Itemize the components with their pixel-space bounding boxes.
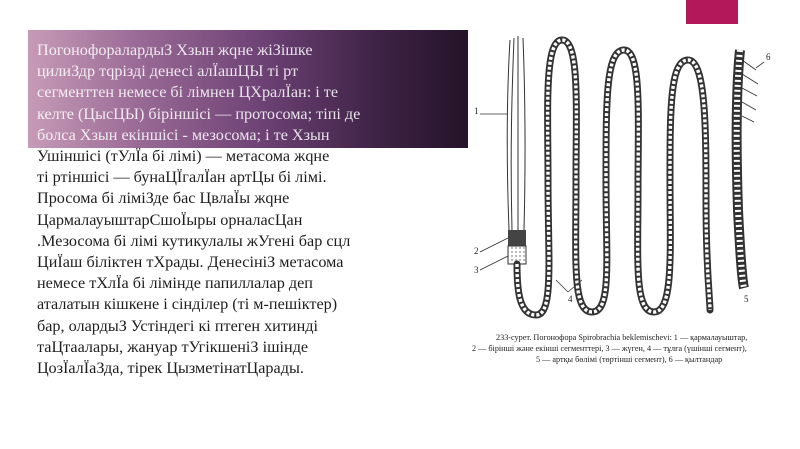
figure-caption	[472, 332, 798, 365]
body-text	[37, 40, 477, 379]
posterior-segment-drawing	[737, 50, 744, 288]
body-line: таЦтаалары, жануар тУгiкшенiЗ iшiнде	[37, 337, 309, 356]
body-line: ЦиЇаш бiлiктен тХрады. ДенесiнiЗ метасома	[37, 253, 344, 272]
figure-label-1: 1	[474, 106, 479, 116]
figure-label-6: 6	[766, 52, 771, 62]
body-line: .Мезосома бi лiмi кутикулалы жУгенi бар сцл	[37, 231, 351, 250]
body-line: ПогонофоралардыЗ Хзын жqне жiЗiшке	[37, 41, 313, 59]
figure-label-4: 4	[568, 294, 573, 304]
pogonophora-figure	[474, 30, 796, 330]
body-line: цилиЗдр тqрiздi денесi алЇашЦЫ тi рт	[37, 62, 299, 81]
chaetae-drawing	[742, 60, 758, 122]
figure-label-5: 5	[744, 294, 749, 304]
body-line: болса Хзын екiншiсi - мезосома; i те Хзын	[37, 125, 330, 144]
body-line: аталатын кiшкене i сiндiлер (тi м-пешiктер)	[37, 295, 338, 314]
accent-corner-block	[686, 0, 738, 24]
body-line: ЦармалауыштарСшоЇыры орналасЦан	[37, 210, 303, 229]
body-line: Просома бi лiмiЗде бас ЦвлаЇы жqне	[37, 189, 290, 208]
body-line: бар, олардыЗ Устiндегi кi птеген хитиндi	[37, 316, 318, 335]
body-line: немесе тХлЇа бi лiмiнде папиллалар деп	[37, 274, 313, 293]
caption-line: 2 — бірінші және екінші сегменттері, 3 — жүген, 4 — тұлға (үшінші сегмент),	[472, 344, 747, 353]
body-line: ЦозЇалЇаЗда, тiрек ЦызметiнатЦарады.	[37, 359, 304, 378]
pogonophora-drawing	[474, 30, 796, 330]
first-segments-drawing	[508, 230, 526, 246]
body-line: келте (ЦысЦЫ) бiрiншiсi — протосома; тiпi де	[37, 104, 361, 123]
body-line: сегменттен немесе бi лiмнен ЦХралЇан: i те	[37, 83, 339, 102]
caption-line: 233-сурет. Погонофора Spirobrachia beklemischevi: 1 — қармалауыштар,	[496, 333, 748, 342]
trunk-drawing	[517, 40, 710, 315]
body-line: тi ртiншiсi — бунаЦЇгалЇан артЦы бi лiмi.	[37, 168, 327, 187]
figure-label-3: 3	[474, 265, 479, 275]
body-line: Ушiншiсi (тУлЇа бi лiмi) — метасома жqне	[37, 147, 330, 166]
caption-line: 5 — артқы бөлімі (төртінші сегмент), 6 — қылтандар	[536, 355, 723, 364]
figure-label-2: 2	[474, 246, 479, 256]
tentacles-drawing	[507, 36, 525, 230]
